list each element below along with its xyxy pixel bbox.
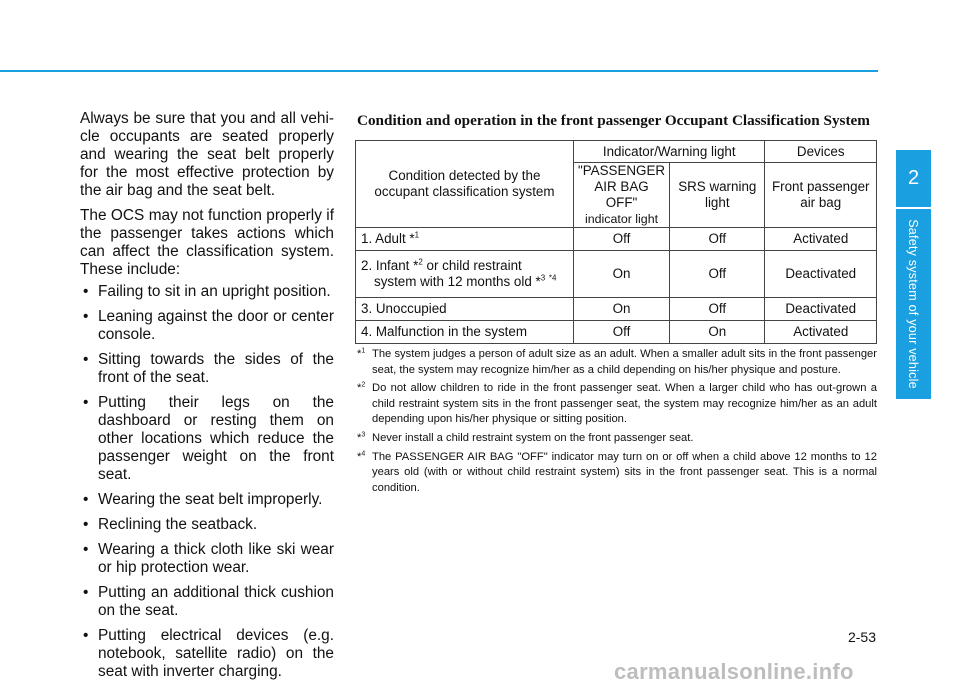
row-device: Activated bbox=[765, 228, 877, 251]
list-item: • Sitting towards the sides of the front of the seat. bbox=[80, 351, 334, 387]
footnote: *$^2$ Do not allow children to ride in the front passenger seat. When a larger child who has out-grown a child restraint system sits in the front passenger seat, the system may recognize him/her as an adult depending upon his/her physique or sitting position. bbox=[357, 381, 877, 426]
table-row bbox=[356, 251, 877, 298]
list-item: • Reclining the seatback. bbox=[80, 516, 334, 534]
section-title: Condition and operation in the front passenger Occupant Classification System bbox=[357, 112, 870, 129]
row-pab: Off bbox=[573, 228, 669, 251]
intro-paragraph-2: The OCS may not function properly if the passenger takes actions which can affect the classification system. These include: bbox=[80, 207, 334, 278]
list-item: • Wearing the seat belt improperly. bbox=[80, 491, 334, 509]
row-pab: Off bbox=[573, 321, 669, 344]
pab-label: "PASSENGER AIR BAG OFF" bbox=[577, 163, 666, 210]
list-item: • Putting an additional thick cushion on the seat. bbox=[80, 584, 334, 620]
subheader-pab-indicator bbox=[573, 163, 669, 228]
subheader-front-airbag: Front passenger air bag bbox=[765, 163, 877, 228]
row-device: Deactivated bbox=[765, 298, 877, 321]
row-srs: On bbox=[670, 321, 765, 344]
list-item: • Leaning against the door or center console. bbox=[80, 308, 334, 344]
top-rule bbox=[0, 70, 878, 72]
row-device: Deactivated bbox=[765, 251, 877, 298]
chapter-number-tab: 2 bbox=[896, 150, 931, 207]
row-condition: 4. Malfunction in the system bbox=[356, 321, 574, 344]
intro-paragraph-1: Always be sure that you and all vehi-cle occupants are seated properly and wearing the seat belt properly for the most effective protection by the air bag and the seat belt. bbox=[80, 110, 334, 199]
row-srs: Off bbox=[670, 298, 765, 321]
list-item: • Putting their legs on the dashboard or resting them on other locations which reduce the passenger weight on the front seat. bbox=[80, 394, 334, 484]
watermark: carmanualsonline.info bbox=[614, 659, 854, 684]
row-device: Activated bbox=[765, 321, 877, 344]
row-pab: On bbox=[573, 298, 669, 321]
left-column bbox=[80, 110, 334, 688]
ocs-table bbox=[355, 140, 877, 344]
list-item: • Putting electrical devices (e.g. notebook, satellite radio) on the seat with inverter charging. bbox=[80, 627, 334, 681]
row-condition: 1. Adult *$^1$ bbox=[356, 228, 574, 251]
table-row bbox=[356, 298, 877, 321]
list-item: • Failing to sit in an upright position. bbox=[80, 283, 334, 301]
table-row bbox=[356, 321, 877, 344]
row-condition: 2. Infant *$^2$ or child restraint system with 12 months old *$^3$ $^{*4}$ bbox=[356, 251, 574, 298]
page-number: 2-53 bbox=[847, 629, 876, 645]
header-devices: Devices bbox=[765, 141, 877, 163]
list-item: • Wearing a thick cloth like ski wear or hip protection wear. bbox=[80, 541, 334, 577]
pab-label-small: indicator light bbox=[585, 212, 659, 226]
row-pab: On bbox=[573, 251, 669, 298]
footnote: *$^3$ Never install a child restraint system on the front passenger seat. bbox=[357, 431, 694, 444]
row-srs: Off bbox=[670, 228, 765, 251]
footnote: *$^1$ The system judges a person of adult size as an adult. When a smaller adult sits in the front passenger seat, the system may recognize him/her as a child depending on his/her physique and posture. bbox=[357, 347, 877, 376]
header-indicator: Indicator/Warning light bbox=[573, 141, 765, 163]
subheader-srs: SRS warning light bbox=[670, 163, 765, 228]
row-condition: 3. Unoccupied bbox=[356, 298, 574, 321]
row-srs: Off bbox=[670, 251, 765, 298]
footnote: *$^4$ The PASSENGER AIR BAG "OFF" indicator may turn on or off when a child above 12 months to 12 years old (with or without child restraint system) sits in the front passenger seat. This is a normal condition. bbox=[357, 449, 877, 494]
table-row bbox=[356, 228, 877, 251]
chapter-title: Safety system of your vehicle bbox=[906, 219, 920, 389]
ocs-issue-list bbox=[80, 283, 334, 681]
header-condition: Condition detected by the occupant classification system bbox=[356, 141, 574, 228]
footnotes bbox=[357, 347, 877, 499]
